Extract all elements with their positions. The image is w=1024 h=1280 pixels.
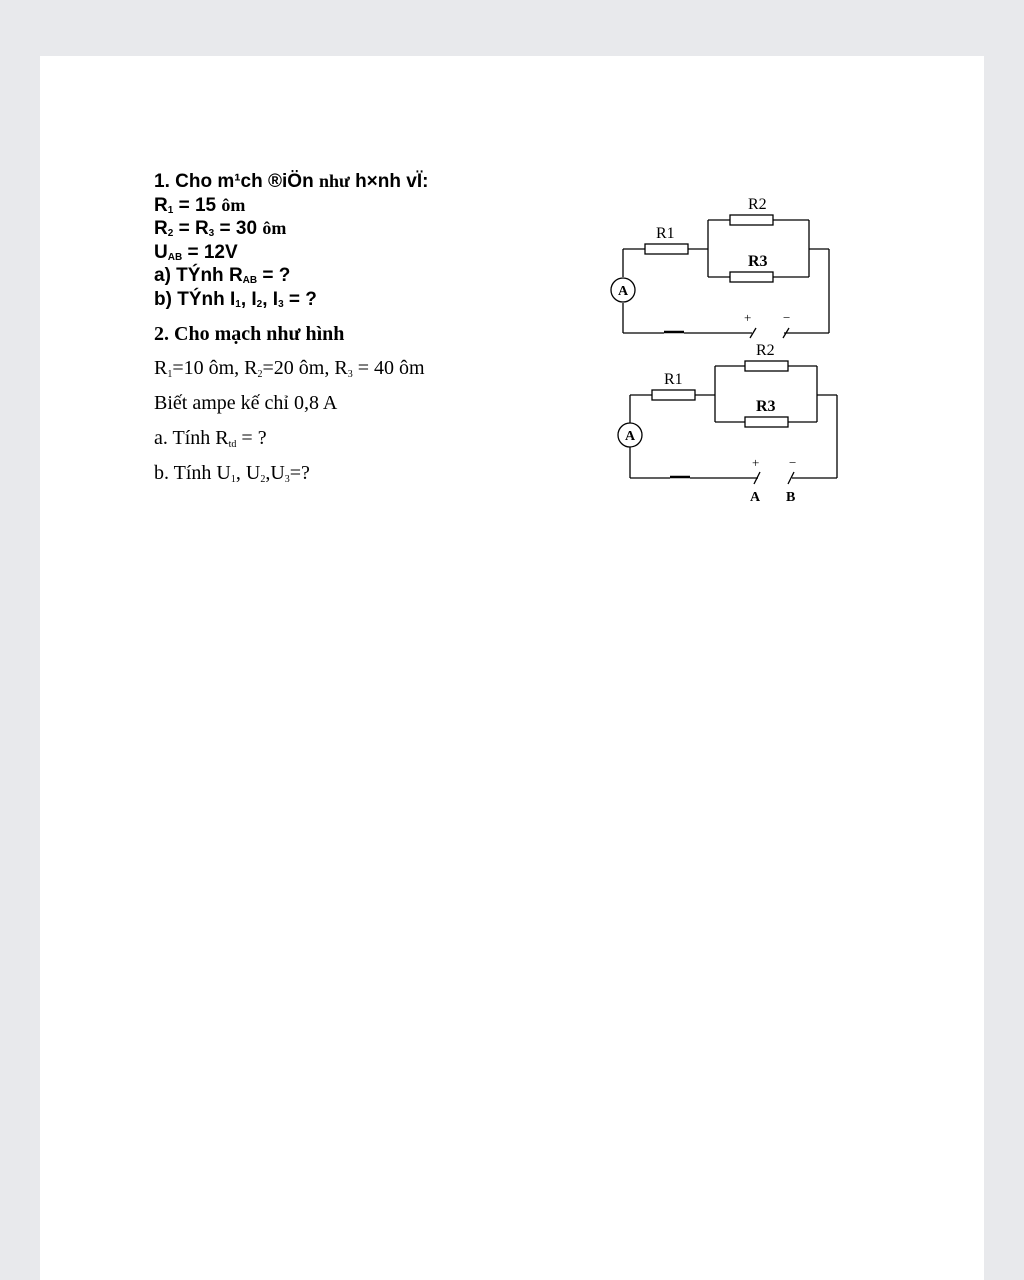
circuit-1-r1-label: R1 — [656, 225, 675, 242]
document-page — [40, 56, 984, 1280]
circuit-1 — [611, 215, 829, 338]
circuit-diagrams — [600, 186, 900, 576]
q1-part-a: a) TÝnh $R_{AB}$ = ? — [154, 265, 291, 286]
resistor-r3 — [730, 272, 773, 282]
q2-resistances-line: $R_1=10$ ôm, $R_2=20$ ôm, $R_3 = 40$ ôm — [154, 357, 425, 380]
circuit-2 — [618, 361, 837, 484]
q2-part-b: b. Tính $U_1$, $U_2,U_3=$? — [154, 462, 310, 485]
q1-part-b: b) TÝnh $I_1$, $I_2$, $I_3$ = ? — [154, 288, 317, 310]
q2-part-a: a. Tính $R_{td}$ = ? — [154, 427, 267, 450]
circuit-2-plus: + — [752, 455, 760, 470]
resistor-r3 — [745, 417, 788, 427]
terminal-b-label: B — [786, 490, 796, 505]
circuit-2-r3-label: R3 — [756, 398, 776, 415]
circuit-2-minus: − — [789, 455, 797, 470]
ammeter-1-label: A — [617, 284, 629, 299]
circuit-2-r2-label: R2 — [756, 342, 775, 359]
terminal-a-label: A — [750, 490, 761, 505]
ammeter-2-label: A — [624, 429, 636, 444]
q2-title: 2. Cho mạch như hình — [154, 323, 345, 345]
q1-title: 1. Cho m¹ch ®iÖn như h×nh vÏ: — [154, 171, 429, 192]
circuit-1-minus: − — [783, 310, 791, 325]
circuit-1-plus: + — [744, 310, 752, 325]
resistor-r1 — [645, 244, 688, 254]
circuit-1-r3-label: R3 — [748, 253, 768, 270]
question-2 — [154, 322, 425, 496]
circuit-2-r1-label: R1 — [664, 371, 683, 388]
q1-r1-line: $R_1 = 15$ ôm — [154, 194, 246, 216]
q1-uab-line: $U_{AB} = 12V$ — [154, 241, 238, 263]
q2-ammeter-line: Biết ampe kế chỉ 0,8 A — [154, 392, 338, 414]
question-1 — [154, 170, 428, 311]
resistor-r1 — [652, 390, 695, 400]
circuit-1-r2-label: R2 — [748, 196, 767, 213]
resistor-r2 — [730, 215, 773, 225]
resistor-r2 — [745, 361, 788, 371]
q1-r23-line: $R_2 = R_3 = 30$ ôm — [154, 218, 287, 239]
